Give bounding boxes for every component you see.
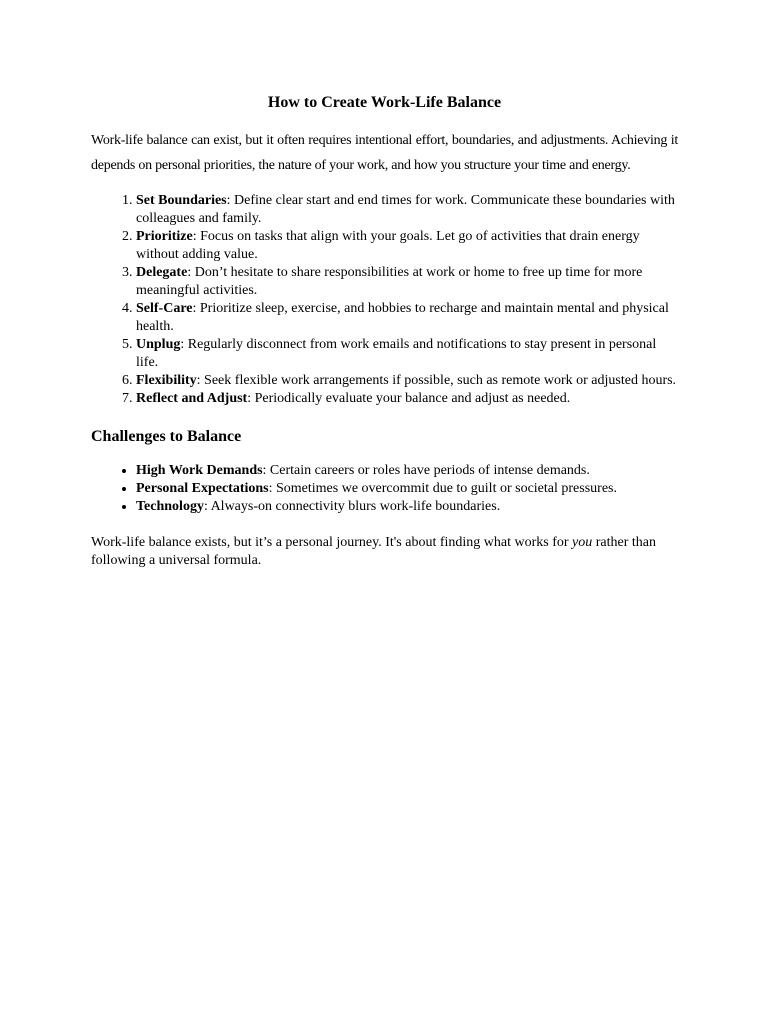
step-term: Delegate	[136, 265, 188, 280]
challenge-term: Technology	[136, 499, 204, 514]
challenges-list	[91, 462, 678, 516]
closing-text-start: Work-life balance exists, but it’s a personal journey. It's about finding what works for	[91, 535, 573, 550]
step-term: Unplug	[136, 337, 181, 352]
closing-text-end: rather than following a universal formula.	[91, 535, 657, 568]
list-item	[136, 300, 678, 336]
closing-emphasis: you	[572, 535, 593, 550]
step-text: : Regularly disconnect from work emails and notifications to stay present in personal life.	[136, 337, 657, 370]
document-body	[91, 92, 678, 570]
list-item	[136, 192, 678, 228]
challenges-heading: Challenges to Balance	[91, 428, 242, 445]
list-item	[136, 390, 678, 408]
document-title: How to Create Work-Life Balance	[267, 94, 502, 111]
challenge-term: High Work Demands	[136, 463, 263, 478]
closing-paragraph	[91, 534, 678, 570]
list-item	[136, 372, 678, 390]
challenge-text: : Sometimes we overcommit due to guilt or societal pressures.	[268, 481, 617, 496]
step-text: : Periodically evaluate your balance and adjust as needed.	[247, 391, 571, 406]
list-item	[136, 228, 678, 264]
challenge-text: : Certain careers or roles have periods of intense demands.	[262, 463, 590, 478]
step-term: Self-Care	[136, 301, 193, 316]
step-term: Reflect and Adjust	[136, 391, 248, 406]
step-text: : Seek flexible work arrangements if possible, such as remote work or adjusted hours.	[196, 373, 677, 388]
step-text: : Define clear start and end times for work. Communicate these boundaries with colleagues and family.	[136, 193, 675, 226]
step-term: Set Boundaries	[136, 193, 227, 208]
challenge-term: Personal Expectations	[136, 481, 269, 496]
list-item	[136, 480, 678, 498]
step-text: : Focus on tasks that align with your goals. Let go of activities that drain energy without adding value.	[136, 229, 640, 262]
step-term: Prioritize	[136, 229, 193, 244]
list-item	[136, 336, 678, 372]
list-item	[136, 498, 678, 516]
step-text: : Prioritize sleep, exercise, and hobbies to recharge and maintain mental and physical health.	[136, 301, 669, 334]
challenge-text: : Always-on connectivity blurs work-life boundaries.	[203, 499, 501, 514]
list-item	[136, 264, 678, 300]
balance-steps-list	[91, 192, 678, 408]
step-text: : Don’t hesitate to share responsibilities at work or home to free up time for more meaningful activities.	[136, 265, 643, 298]
step-term: Flexibility	[136, 373, 197, 388]
list-item	[136, 462, 678, 480]
intro-paragraph: Work-life balance can exist, but it often requires intentional effort, boundaries, and adjustments. Achieving it depends on personal priorities, the nature of your work, and how you structure your time and energy.	[91, 133, 678, 173]
